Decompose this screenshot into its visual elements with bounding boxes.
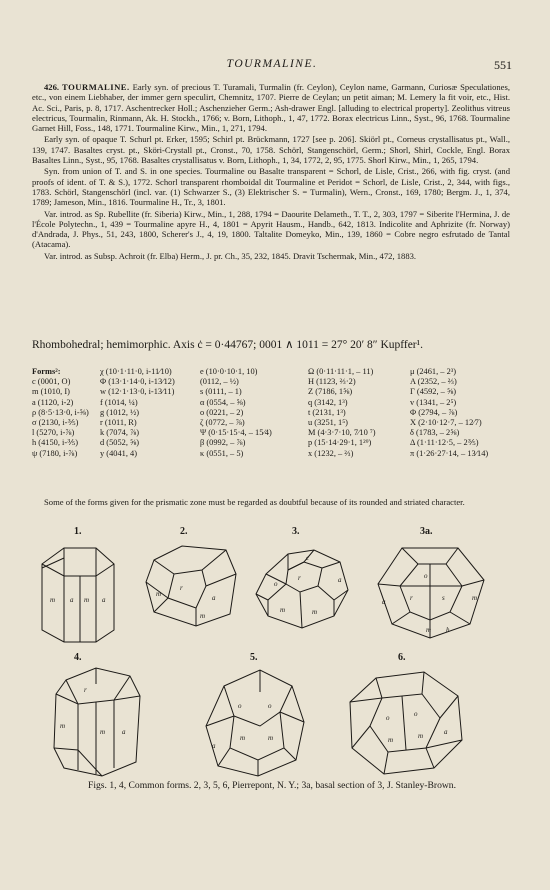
svg-text:m: m bbox=[472, 594, 478, 602]
form-item: a (1120, i-2) bbox=[32, 397, 74, 407]
svg-text:a: a bbox=[212, 594, 216, 602]
form-item: δ (1783, – 2⅝) bbox=[410, 428, 460, 438]
synonymy-text: Early syn. of precious T. Turamali, Turmalin (fr. Ceylon), Ceylon name, Garmann, Curiosæ Speculationes, etc., von einem Liebhaber, der immer gern speculirt, Chemnitz, 1707. Pierre de Ceylan; un petit aiman; M. Lemery la fit voir, etc., Hist. Ac. Sci., Paris, p. 8, 1717. Aschentrecker Holl.; Aschenzieher Germ.; Ash-drawer Engl. [alluding to electrical property]. Zeolithus vitreus electricus, Tourmalin, Rinmann, Ak. H. Stockh., 1766; v. Born, Lithoph., 1, 47, 1772. Borax electricus Linn., Syst., 96, 1768. Tourmaline Garnet Hill, Foss., 148, 1771. Tourmaline Kirw., Min., 1, 271, 1794. bbox=[32, 82, 510, 134]
svg-text:m: m bbox=[280, 606, 286, 614]
entry-number: 426. bbox=[44, 82, 60, 92]
form-item: A (2352, – ⅔) bbox=[410, 377, 457, 387]
svg-text:m: m bbox=[388, 736, 394, 744]
crystal-figure-2 bbox=[140, 540, 240, 630]
figure-label: 5. bbox=[250, 652, 258, 663]
form-item: X (2·10·12·7, – 12⁄7) bbox=[410, 418, 482, 428]
form-item: u (3251, 1⁵) bbox=[308, 418, 348, 428]
svg-text:a: a bbox=[338, 576, 342, 584]
page-number: 551 bbox=[494, 58, 512, 72]
form-item: g (1012, ½) bbox=[100, 407, 140, 417]
species-name: TOURMALINE. bbox=[62, 82, 130, 92]
form-item: Δ (1·11·12·5, – 2⅗) bbox=[410, 438, 479, 448]
form-item: M (4·3·7·10, 7⁄10 ⁷) bbox=[308, 428, 376, 438]
form-item: Ψ (0·15·15·4, – 15⁄4) bbox=[200, 428, 272, 438]
form-item: x (1232, – ⅔) bbox=[308, 448, 354, 458]
forms-column-4 bbox=[308, 367, 376, 459]
form-item: ρ (8·5·13·0, i-⅝) bbox=[32, 407, 89, 417]
svg-text:m: m bbox=[426, 626, 432, 634]
form-item: Ω (0·11·11·1, – 11) bbox=[308, 367, 374, 376]
svg-text:s: s bbox=[442, 594, 445, 602]
form-item: π (1·26·27·14, – 13⁄14) bbox=[410, 448, 489, 458]
form-item: d (5052, ⅝) bbox=[100, 438, 140, 448]
form-item: s (0111, – 1) bbox=[200, 387, 242, 397]
figure-label: 6. bbox=[398, 652, 406, 663]
svg-text:m: m bbox=[156, 590, 162, 598]
form-item: H (1123, ⅔·2) bbox=[308, 377, 356, 387]
form-item: Γ (4592, – ⅝) bbox=[410, 387, 457, 397]
forms-column-5 bbox=[410, 367, 488, 459]
crystal-figure-6 bbox=[340, 664, 470, 780]
forms-column-1 bbox=[32, 367, 89, 459]
figure-label: 4. bbox=[74, 652, 82, 663]
form-item: v (1341, – 2⁵) bbox=[410, 397, 457, 407]
svg-text:o: o bbox=[238, 702, 242, 710]
synonymy-paragraph: Early syn. of opaque T. Schurl pt. Erker, 1595; Schirl pt. Brückmann, 1727 [see p. 206]. Skiörl pt., Corneus crystallisatus pt., Wall., 139, 1747. Basaltes cryst. pt., Sköri-Crystall pt., Cronst., 70, 1758. Schörl, Stangenschörl, Germ.; Shorl, Shirl, Cockle, Engl. Borax Basaltes Linn., Syst., 95, 1768. Basaltes crystallisatus v. Born, Lithoph., 1, 34, 1772, 2, 95, 1775. Shorl Kirw., Min., 1, 265, 1794. bbox=[32, 134, 510, 166]
crystal-figure-3 bbox=[248, 540, 352, 632]
synonymy-paragraph: Var. introd. as Sp. Rubellite (fr. Siberia) Kirw., Min., 1, 288, 1794 = Daourite Delameth., T. T., 2, 303, 1797 = Siberite l'Hermina, J. de l'École Polytechn., 1, 439 = Tourmaline apyre H., 4, 1801 = Apyrit Hausm., Handb., 642, 1813. Indicolite and Aphrizite (fr. Norway) d'Andrada, J. Phys., 51, 243, 1800, Scherer's J., 4, 19, 1800. Taltalite Domeyko, Min., 139, 1860 = Cobre negro esfrutado de Tantal (Atacama). bbox=[32, 208, 510, 250]
figure-label: 1. bbox=[74, 526, 82, 537]
svg-text:o: o bbox=[414, 710, 418, 718]
form-item: e (10·0·10·1, 10) bbox=[200, 367, 258, 376]
form-item: (0112, – ½) bbox=[200, 377, 239, 387]
form-item: χ (10·1·11·0, i-11⁄10) bbox=[100, 367, 172, 376]
form-item: α (0554, – ⅝) bbox=[200, 397, 246, 407]
figure-label: 2. bbox=[180, 526, 188, 537]
svg-text:m: m bbox=[418, 732, 424, 740]
form-item: κ (0551, – 5) bbox=[200, 448, 244, 458]
form-item: k (7074, ⅞) bbox=[100, 428, 140, 438]
svg-text:m: m bbox=[200, 612, 206, 620]
forms-column-2 bbox=[100, 367, 175, 459]
figure-label: 3. bbox=[292, 526, 300, 537]
svg-text:c: c bbox=[306, 554, 310, 562]
form-item: l (5270, i-⅞) bbox=[32, 428, 75, 438]
form-item: ψ (7180, i-⅞) bbox=[32, 448, 78, 458]
crystal-figure-4 bbox=[44, 664, 148, 780]
synonymy-paragraph: Var. introd. as Subsp. Achroit (fr. Elba) Herm., J. pr. Ch., 35, 232, 1845. Dravit Tschermak, Min., 472, 1883. bbox=[44, 250, 417, 261]
form-item: y (4041, 4) bbox=[100, 448, 137, 458]
crystal-system-line: Rhombohedral; hemimorphic. Axis ċ = 0·44767; 0001 ∧ 1011 = 27° 20′ 8″ Kupffer¹. bbox=[32, 339, 423, 351]
form-item: σ (2130, i-⅗) bbox=[32, 418, 79, 428]
svg-text:o: o bbox=[386, 714, 390, 722]
svg-text:a: a bbox=[444, 728, 448, 736]
synonymy-section bbox=[32, 82, 510, 262]
svg-text:a: a bbox=[212, 742, 216, 750]
svg-text:o: o bbox=[268, 702, 272, 710]
svg-text:r: r bbox=[410, 594, 413, 602]
form-item: h (4150, i-⅗) bbox=[32, 438, 79, 448]
form-item: f (1014, ¼) bbox=[100, 397, 138, 407]
synonymy-paragraph bbox=[32, 82, 510, 133]
svg-text:a: a bbox=[122, 728, 126, 736]
form-item: r (1011, R) bbox=[100, 418, 137, 428]
form-item: Φ (2794, – ⅞) bbox=[410, 407, 458, 417]
svg-text:r: r bbox=[84, 686, 87, 694]
forms-column-3 bbox=[200, 367, 272, 459]
form-item: Z (7186, 1⅝) bbox=[308, 387, 353, 397]
svg-text:a: a bbox=[382, 598, 386, 606]
svg-text:a: a bbox=[102, 596, 106, 604]
forms-note: Some of the forms given for the prismatic zone must be regarded as doubtful because of its rounded and striated character. bbox=[44, 497, 465, 507]
form-item: μ (2461, – 2³) bbox=[410, 367, 457, 376]
svg-text:h: h bbox=[446, 626, 450, 634]
form-item: q (3142, 1³) bbox=[308, 397, 348, 407]
svg-text:m: m bbox=[50, 596, 56, 604]
crystal-figure-5 bbox=[196, 664, 314, 780]
form-item: w (12·1·13·0, i-13⁄11) bbox=[100, 387, 175, 397]
svg-text:a: a bbox=[70, 596, 74, 604]
form-item: p (15·14·29·1, 1²⁹) bbox=[308, 438, 372, 448]
form-item: Φ (13·1·14·0, i-13⁄12) bbox=[100, 377, 175, 387]
svg-text:m: m bbox=[312, 608, 318, 616]
form-item: ζ (0772, – ⅞) bbox=[200, 418, 245, 428]
svg-text:m: m bbox=[100, 728, 106, 736]
figure-caption: Figs. 1, 4, Common forms. 2, 3, 5, 6, Pierrepont, N. Y.; 3a, basal section of 3, J. Stanley-Brown. bbox=[88, 780, 456, 791]
crystal-figure-3a bbox=[372, 534, 492, 642]
form-item: o (0221, – 2) bbox=[200, 407, 244, 417]
form-item: t (2131, 1³) bbox=[308, 407, 346, 417]
crystal-figure-1 bbox=[34, 538, 120, 646]
page-title: TOURMALINE. bbox=[226, 58, 318, 70]
svg-text:r: r bbox=[180, 584, 183, 592]
synonymy-paragraph: Syn. from union of T. and S. in one species. Tourmaline ou Basalte transparent = Schorl, de Lisle, Crist., 266, with fig. cryst. (and proofs of ident. of T. & S.), 1772. Schorl transparent rhomboidal dit Tourmaline et Peridot = Schorl, de Lisle, Crist., 2, 344, with figs., 1783. Schörl, Stangenschörl (incl. var. (1) Schwarzer S., (3) Elektrischer S. = Turmalin), Wern., Cronst., 169, 1780; Bergm. J., 1, 374, 1789; Jameson, Min., 1816. Tourmaline H., Tr., 3, 1801. bbox=[32, 166, 510, 208]
forms-heading: Forms²: bbox=[32, 367, 61, 376]
running-head bbox=[32, 58, 512, 76]
form-item: β (0992, – ⅞) bbox=[200, 438, 246, 448]
figure-label: 3a. bbox=[420, 526, 433, 537]
form-item: m (1010, I) bbox=[32, 387, 70, 397]
svg-text:o: o bbox=[424, 572, 428, 580]
form-item: c (0001, O) bbox=[32, 377, 71, 387]
svg-text:m: m bbox=[268, 734, 274, 742]
forms-table bbox=[32, 367, 516, 492]
svg-text:m: m bbox=[84, 596, 90, 604]
svg-text:o: o bbox=[274, 580, 278, 588]
svg-text:m: m bbox=[60, 722, 66, 730]
svg-text:m: m bbox=[240, 734, 246, 742]
svg-text:r: r bbox=[298, 574, 301, 582]
